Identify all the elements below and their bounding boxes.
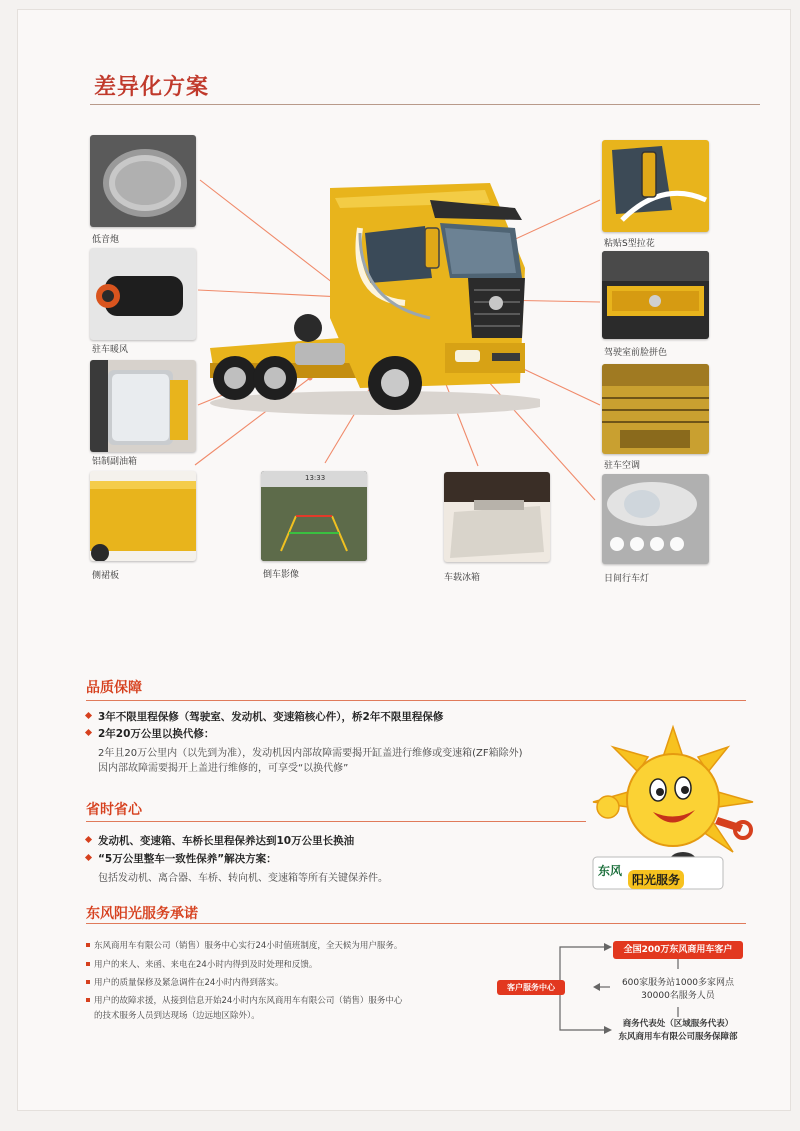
quality-item-2-line-2: 因内部故障需要揭开上盖进行维修的，可享受“以换代修” [98, 763, 349, 774]
customers-pill: 全国200万东风商用车客户 [613, 941, 743, 959]
save-time-item-1: 发动机、变速箱、车桥长里程保养达到10万公里长换油 [86, 833, 354, 848]
mascot-brand: 东风 [598, 864, 623, 878]
promise-title: 东风阳光服务承诺 [86, 906, 198, 922]
truck-image [200, 178, 540, 423]
promise-item-1: 东风商用车有限公司（销售）服务中心实行24小时值班制度，全天候为用户服务。 [86, 939, 402, 951]
save-time-item-2: “5万公里整车一致性保养”解决方案： [86, 851, 277, 866]
quality-item-2-line-1: 2年且20万公里内（以先到为准），发动机因内部故障需要揭开缸盖进行维修或变速箱(ZF箱除外) [98, 748, 523, 759]
caption-rear-camera: 倒车影像 [263, 570, 300, 580]
parking-heater-thumbnail [90, 248, 196, 340]
caption-subwoofer: 低音炮 [92, 235, 120, 245]
rear-camera-thumbnail [261, 471, 367, 561]
caption-daytime-light: 日间行车灯 [604, 574, 650, 584]
promise-item-3: 用户的质量保修及紧急调件在24小时内得到落实。 [86, 976, 283, 988]
parking-ac-thumbnail [602, 364, 709, 454]
quality-item-2: 2年20万公里以换代修： [86, 726, 214, 741]
front-color-thumbnail [602, 251, 709, 339]
caption-parking-heater: 驻车暖风 [92, 345, 129, 355]
page-title: 差异化方案 [94, 75, 210, 100]
promise-item-4: 用户的故障求援，从接到信息开始24小时内东风商用车有限公司（销售）服务中心 [86, 994, 402, 1006]
s-stripe-thumbnail [602, 140, 709, 232]
caption-fridge: 车载冰箱 [444, 573, 481, 583]
quality-title: 品质保障 [86, 680, 142, 696]
caption-front-color: 驾驶室前脸拼色 [604, 348, 668, 358]
network-line-1: 600家服务站1000多家网点 [621, 978, 735, 988]
promise-item-4-cont: 的技术服务人员到达现场（边远地区除外）。 [94, 1011, 260, 1021]
caption-side-skirt: 侧裙板 [92, 571, 120, 581]
quality-item-1: 3年不限里程保修（驾驶室、发动机、变速箱核心件），桥2年不限里程保修 [86, 709, 443, 724]
camera-time: 13:33 [305, 474, 326, 482]
service-center-pill: 客户服务中心 [497, 980, 565, 995]
promise-divider [86, 923, 746, 924]
save-time-divider [86, 821, 586, 822]
fuel-tank-thumbnail [90, 360, 196, 452]
subwoofer-thumbnail [90, 135, 196, 227]
save-time-title: 省时省心 [86, 802, 142, 818]
office-line-2: 东风商用车有限公司服务保障部 [618, 1032, 738, 1042]
office-line-1: 商务代表处（区域服务代表） [622, 1019, 734, 1029]
mascot-slogan: 阳光服务 [628, 870, 684, 889]
promise-item-2: 用户的来人、来函、来电在24小时内得到及时处理和反馈。 [86, 958, 317, 970]
quality-divider [86, 700, 746, 701]
caption-fuel-tank: 铝制副油箱 [92, 457, 138, 467]
side-skirt-thumbnail [90, 471, 196, 561]
caption-parking-ac: 驻车空调 [604, 461, 641, 471]
caption-s-stripe: 粘贴S型拉花 [604, 239, 655, 249]
network-line-2: 30000名服务人员 [641, 991, 715, 1001]
save-time-item-2-line-1: 包括发动机、离合器、车桥、转向机、变速箱等所有关键保养件。 [98, 873, 388, 884]
fridge-thumbnail [444, 472, 550, 562]
daytime-light-thumbnail [602, 474, 709, 564]
